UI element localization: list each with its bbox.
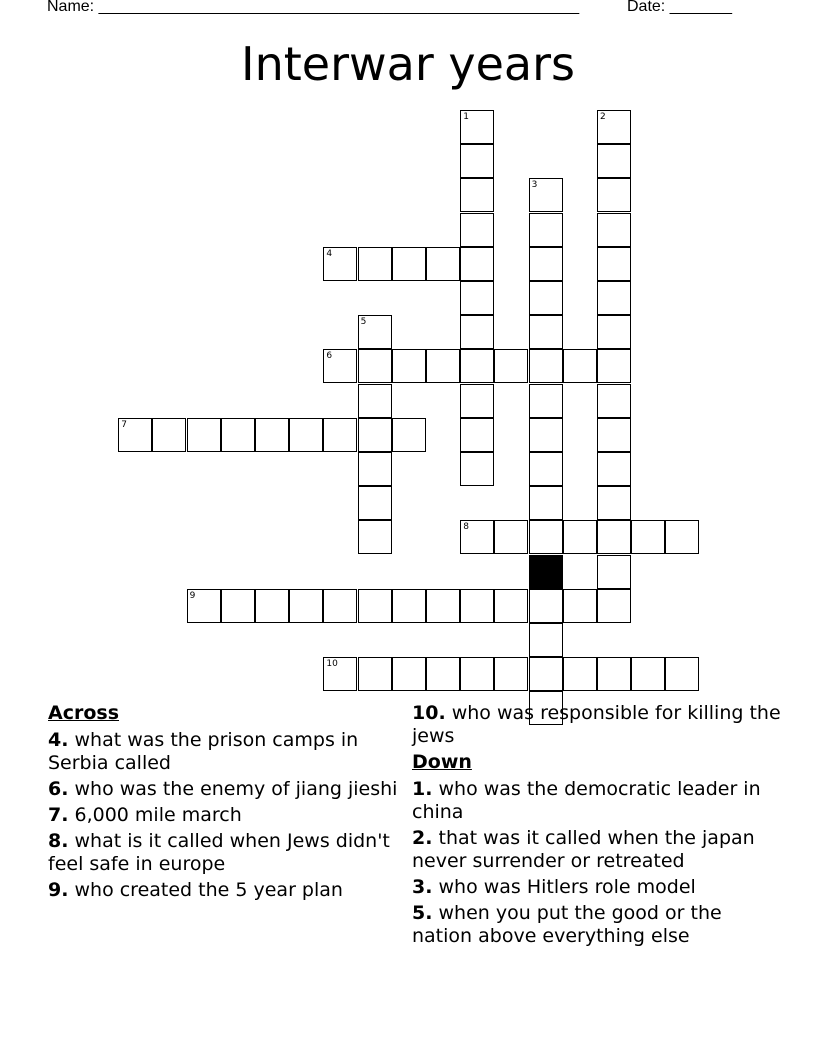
grid-cell[interactable] [358,384,392,418]
clue-number-label: 9 [189,590,196,601]
grid-cell[interactable] [529,589,563,623]
grid-cell[interactable] [460,452,494,486]
across-clue-6 [48,778,398,801]
clue-number-label: 1 [463,112,469,122]
grid-cell[interactable] [392,657,426,691]
shaded-cell [529,555,563,589]
grid-cell[interactable] [460,213,494,247]
grid-cell[interactable] [392,418,426,452]
grid-cell[interactable] [563,520,597,554]
grid-cell[interactable] [426,349,460,383]
grid-cell[interactable] [529,349,563,383]
date-label: Date: _______ [627,0,732,15]
grid-cell[interactable] [597,281,631,315]
clue-number-label: 6 [326,351,333,362]
grid-cell[interactable] [597,315,631,349]
grid-cell[interactable] [289,589,323,623]
grid-cell[interactable] [392,349,426,383]
grid-cell[interactable] [187,589,221,623]
across-clue-7 [48,804,398,827]
clue-number: 2. [412,827,433,849]
right-clue-column [412,702,782,951]
grid-cell[interactable] [665,520,699,554]
grid-cell[interactable] [460,520,494,554]
clue-number: 9. [48,879,69,901]
grid-cell[interactable] [323,349,357,383]
grid-cell[interactable] [460,281,494,315]
grid-cell[interactable] [289,418,323,452]
grid-cell[interactable] [358,520,392,554]
clue-number-label: 10 [326,659,338,670]
grid-cell[interactable] [255,418,289,452]
grid-cell[interactable] [460,178,494,212]
across-clue-10 [412,702,782,748]
across-clue-8 [48,830,398,876]
grid-cell[interactable] [426,657,460,691]
grid-cell[interactable] [597,555,631,589]
grid-cell[interactable] [529,623,563,657]
clue-text: when you put the good or the nation above everything else [412,902,722,947]
grid-cell[interactable] [221,589,255,623]
clue-number-label: 8 [463,522,469,533]
grid-cell[interactable] [494,520,528,554]
clue-number-label: 3 [531,180,538,191]
grid-cell[interactable] [529,520,563,554]
grid-cell[interactable] [358,418,392,452]
grid-cell[interactable] [323,657,357,691]
grid-cell[interactable] [118,418,152,452]
grid-cell[interactable] [665,657,699,691]
grid-cell[interactable] [323,589,357,623]
grid-cell[interactable] [563,657,597,691]
grid-cell[interactable] [152,418,186,452]
grid-cell[interactable] [597,247,631,281]
clue-text: 6,000 mile march [68,804,242,826]
name-label: Name: ______________________________________________________ [47,0,580,15]
clue-text: who was responsible for killing the jews [412,702,781,747]
grid-cell[interactable] [426,589,460,623]
grid-cell[interactable] [460,589,494,623]
grid-cell[interactable] [358,349,392,383]
grid-cell[interactable] [358,247,392,281]
grid-cell[interactable] [597,452,631,486]
across-heading: Across [48,702,120,724]
down-clue-3 [412,876,782,899]
grid-cell[interactable] [597,589,631,623]
across-clues [48,702,398,905]
down-clue-2 [412,827,782,873]
grid-cell[interactable] [460,144,494,178]
grid-cell[interactable] [221,418,255,452]
across-clue-9 [48,879,398,902]
grid-cell[interactable] [494,349,528,383]
clue-text: who created the 5 year plan [68,879,343,901]
puzzle-title: Interwar years [241,37,575,91]
clue-number: 10. [412,702,446,724]
grid-cell[interactable] [323,418,357,452]
down-heading: Down [412,751,472,773]
grid-cell[interactable] [460,247,494,281]
clue-number-label: 2 [600,112,606,122]
grid-cell[interactable] [460,418,494,452]
grid-cell[interactable] [358,452,392,486]
grid-cell[interactable] [631,520,665,554]
grid-cell[interactable] [358,589,392,623]
clue-text: who was the democratic leader in china [412,778,761,823]
grid-cell[interactable] [597,384,631,418]
grid-cell[interactable] [597,418,631,452]
grid-cell[interactable] [597,349,631,383]
grid-cell[interactable] [597,520,631,554]
clue-number: 1. [412,778,433,800]
grid-cell[interactable] [392,589,426,623]
clue-number: 3. [412,876,433,898]
clue-number: 5. [412,902,433,924]
clue-text: what is it called when Jews didn't feel safe in europe [48,830,390,875]
grid-cell[interactable] [358,486,392,520]
grid-cell[interactable] [529,418,563,452]
grid-cell[interactable] [426,247,460,281]
grid-cell[interactable] [255,589,289,623]
clue-number-label: 7 [121,419,127,430]
grid-cell[interactable] [494,657,528,691]
clue-number-label: 5 [360,317,367,328]
grid-cell[interactable] [460,384,494,418]
clue-text: who was Hitlers role model [432,876,696,898]
grid-cell[interactable] [529,486,563,520]
grid-cell[interactable] [597,144,631,178]
down-clue-1 [412,778,782,824]
grid-cell[interactable] [358,315,392,349]
grid-cell[interactable] [529,247,563,281]
down-clue-5 [412,902,782,948]
grid-cell[interactable] [597,178,631,212]
across-clue-4 [48,729,398,775]
clue-text: what was the prison camps in Serbia called [48,729,359,774]
grid-cell[interactable] [597,486,631,520]
clue-text: who was the enemy of jiang jieshi [68,778,398,800]
grid-cell[interactable] [529,213,563,247]
clue-number: 7. [48,804,69,826]
grid-cell[interactable] [323,247,357,281]
grid-cell[interactable] [392,247,426,281]
grid-cell[interactable] [597,213,631,247]
grid-cell[interactable] [597,657,631,691]
grid-cell[interactable] [597,110,631,144]
clue-number: 4. [48,729,69,751]
grid-cell[interactable] [529,657,563,691]
grid-cell[interactable] [460,657,494,691]
grid-cell[interactable] [358,657,392,691]
grid-cell[interactable] [460,315,494,349]
grid-cell[interactable] [563,349,597,383]
grid-cell[interactable] [529,281,563,315]
grid-cell[interactable] [460,349,494,383]
grid-cell[interactable] [631,657,665,691]
grid-cell[interactable] [529,452,563,486]
grid-cell[interactable] [529,384,563,418]
grid-cell[interactable] [529,315,563,349]
grid-cell[interactable] [460,110,494,144]
clue-number: 8. [48,830,69,852]
grid-cell[interactable] [563,589,597,623]
grid-cell[interactable] [494,589,528,623]
clue-number-label: 4 [326,248,333,259]
clue-text: that was it called when the japan never surrender or retreated [412,827,755,872]
clue-number: 6. [48,778,69,800]
grid-cell[interactable] [187,418,221,452]
grid-cell[interactable] [529,178,563,212]
